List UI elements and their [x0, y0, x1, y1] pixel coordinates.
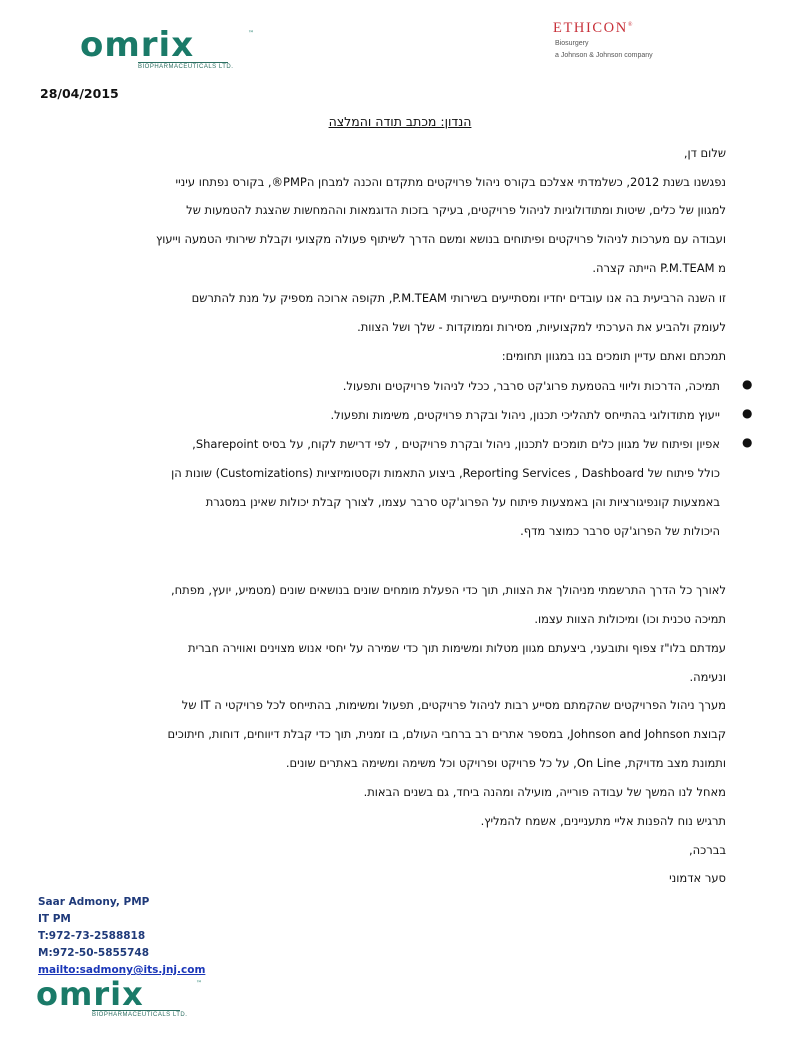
- omrix-logo-bottom: [36, 975, 202, 1018]
- signer-name: סער אדמוני: [669, 871, 726, 885]
- bullet-item-continued: באמצעות קונפיגורציות והן באמצעות פיתוח על הפרוג'קט סרבר עצמו, לצורך קבלת יכולות שאינן במסגרת: [205, 495, 720, 509]
- paragraph-line: תמיכה טכנית וכו) ומיכולות הצוות עצמו.: [534, 612, 726, 626]
- paragraph-line: עמדתם בלו"ז צפוף ותובעני, ביצעתם מגוון מטלות ומשימות תוך כדי שמירה על יחסי אנוש מצוינים ואווירה חברית: [188, 641, 726, 655]
- omrix-tagline: BIOPHARMACEUTICALS LTD.: [138, 64, 234, 70]
- bullet-item: תמיכה, הדרכות וליווי בהטמעת פרוג'קט סרבר, ככלי לניהול פרויקטים ותפעול.: [342, 379, 720, 393]
- paragraph-line: נפגשנו בשנת 2012, כשלמדתי אצלכם בקורס ניהול פרויקטים מתקדם והכנה למבחן הPMP®, בקורס נפתחו עיניי: [175, 175, 726, 189]
- bullet-item-continued: היכולות של הפרוג'קט סרבר כמוצר מדף.: [520, 524, 720, 538]
- greeting: שלום דן,: [683, 146, 726, 160]
- signature-mobile: M:972-50-5855748: [38, 947, 150, 959]
- omrix-logo-text: omrix: [80, 25, 195, 65]
- signature-phone: T:972-73-2588818: [38, 930, 146, 942]
- ethicon-registered: ®: [627, 22, 633, 29]
- omrix-trademark: ™: [196, 980, 202, 987]
- bullet-item-continued: כולל פיתוח של Reporting Services , Dashboard, ביצוע התאמות וקסטומיזציות (Customizations) שונות הן: [171, 466, 720, 480]
- paragraph-line: תמכתם ואתם עדיין תומכים בנו במגוון תחומים:: [501, 349, 726, 363]
- signature-email-link[interactable]: mailto:sadmony@its.jnj.com: [38, 964, 206, 976]
- signature-title: IT PM: [38, 913, 71, 925]
- ethicon-name: ETHICON: [553, 20, 628, 36]
- paragraph-line: לעומק ולהביע את הערכתי למקצועיות, מסירות וממוקדות - שלך ושל הצוות.: [357, 320, 726, 334]
- ethicon-logo: [553, 20, 632, 37]
- closing: בברכה,: [688, 843, 726, 857]
- letter-subject: הנדון: מכתב תודה והמלצה: [328, 114, 472, 129]
- signature-name: Saar Admony, PMP: [38, 896, 150, 908]
- omrix-tagline: BIOPHARMACEUTICALS LTD.: [92, 1012, 188, 1018]
- paragraph-line: ונעימה.: [689, 670, 726, 684]
- paragraph-line: למגוון של כלים, שיטות ומתודולוגיות לניהול פרויקטים, בעיקר בזכות הדוגמאות וההמחשות שהצגת להטמעות של: [186, 203, 726, 217]
- paragraph-line: זו השנה הרביעית בה אנו עובדים יחדיו ומסתייעים בשירותי P.M.TEAM, תקופה ארוכה מספיק על מנת להתרשם: [191, 291, 726, 305]
- bullet-dot: ●: [742, 406, 753, 420]
- ethicon-company: a Johnson & Johnson company: [555, 52, 653, 59]
- paragraph-line: קבוצת Johnson and Johnson, במספר אתרים רב ברחבי העולם, בו זמנית, תוך כדי קבלת דיווחים, דוחות, חיתוכים: [167, 727, 726, 741]
- paragraph-line: מ P.M.TEAM הייתה קצרה.: [592, 261, 726, 275]
- paragraph-line: תרגיש נוח להפנות אליי מתעניינים, אשמח להמליץ.: [480, 814, 726, 828]
- paragraph-line: מאחל לנו המשך של עבודה פורייה, מועילה ומהנה ביחד, גם בשנים הבאות.: [363, 785, 726, 799]
- bullet-dot: ●: [742, 435, 753, 449]
- paragraph-line: ועבודה עם מערכות לניהול פרויקטים ופיתוחים בנושא ומשם הדרך לשיתוף פעולה מקצועי וקבלת שירותי הטמעה וייעוץ: [155, 232, 726, 246]
- paragraph-line: לאורך כל הדרך התרשמתי מניהולך את הצוות, תוך כדי הפעלת מומחים שונים בנושאים שונים (מטמיע, יועץ, מפתח,: [171, 583, 726, 597]
- bullet-dot: ●: [742, 377, 753, 391]
- bullet-item: ייעוץ מתודולוגי בהתייחס לתהליכי תכנון, ניהול ובקרת פרויקטים, משימות ותפעול.: [330, 408, 720, 422]
- paragraph-line: ותמונת מצב מדויקת, On Line, על כל פרויקט ופרויקט וכל משימה ומשימה באתרים שונים.: [285, 756, 726, 770]
- letter-date: 28/04/2015: [40, 86, 119, 101]
- paragraph-line: מערך ניהול הפרויקטים שהקמתם מסייע רבות לניהול פרויקטים, תפעול ומשימות, בהתייחס לכל פרויקטי ה IT של: [181, 698, 726, 712]
- ethicon-division: Biosurgery: [555, 40, 589, 47]
- bullet-item: אפיון ופיתוח של מגוון כלים תומכים לתכנון, ניהול ובקרת פרויקטים , לפי דרישת לקוח, על בסיס Sharepoint,: [192, 437, 720, 451]
- omrix-trademark: ™: [248, 30, 254, 37]
- omrix-logo-text: omrix: [36, 975, 144, 1013]
- omrix-logo-top: [80, 25, 254, 70]
